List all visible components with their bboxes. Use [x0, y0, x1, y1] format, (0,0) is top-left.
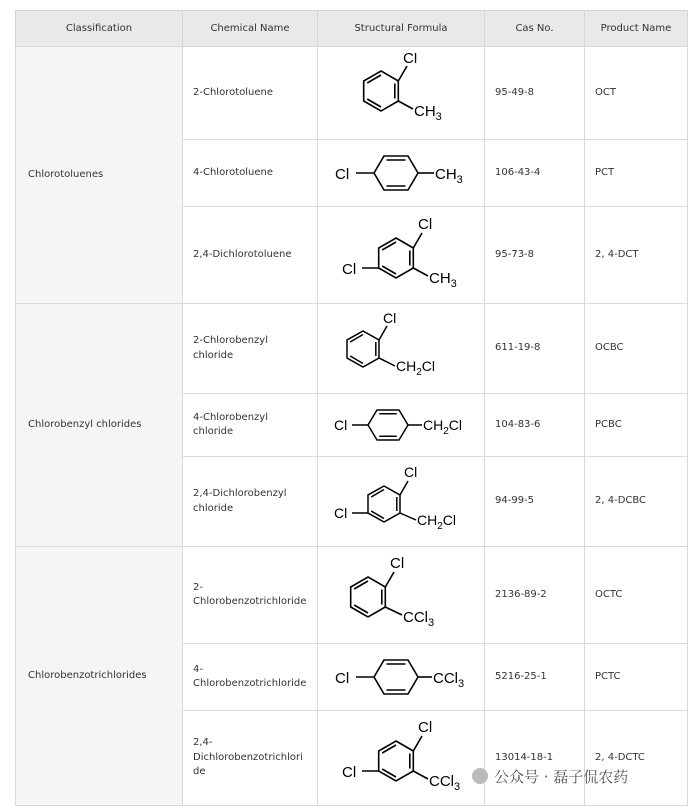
structure-cell [318, 304, 485, 394]
substituent-cl-para: Cl [342, 764, 357, 781]
substituent-cl: Cl [383, 309, 397, 326]
chemical-name-cell: 4- Chlorobenzotrichloride [183, 644, 318, 711]
header-row [16, 11, 688, 47]
chemical-name-cell: 4-Chlorobenzyl chloride [183, 394, 318, 457]
structure-cell [318, 711, 485, 806]
structure-cell [318, 547, 485, 644]
substituent-ccl3: CCl$_3$ [429, 773, 461, 793]
substituent-ch2cl: $CH_2Cl$ [423, 417, 463, 437]
substituent-ch3: $CH_3$ [429, 270, 457, 290]
2,4-dichlorobenzyl-chloride-structure [326, 462, 476, 542]
header-classification: Classification [16, 11, 183, 47]
cas-cell: 106-43-4 [485, 140, 585, 207]
cas-cell: 2136-89-2 [485, 547, 585, 644]
substituent-cl: Cl [335, 670, 350, 687]
cas-cell: 5216-25-1 [485, 644, 585, 711]
product-cell: 2, 4-DCTC [585, 711, 688, 806]
chemicals-table [15, 10, 688, 806]
structure-cell [318, 644, 485, 711]
structure-cell [318, 207, 485, 304]
substituent-ccl3: CCl$_3$ [403, 609, 435, 629]
product-cell: OCTC [585, 547, 688, 644]
table-row [16, 47, 688, 140]
product-cell: 2, 4-DCT [585, 207, 688, 304]
header-product-name: Product Name [585, 11, 688, 47]
substituent-cl-ortho: Cl [404, 463, 418, 480]
2-chlorobenzotrichloride-structure [336, 553, 466, 637]
structure-cell [318, 140, 485, 207]
2-chlorotoluene-structure [341, 53, 461, 133]
classification-cell: Chlorotoluenes [16, 47, 183, 304]
substituent-ch3: $CH_3$ [414, 103, 442, 123]
4-chlorotoluene-structure [326, 148, 476, 198]
classification-cell: Chlorobenzyl chlorides [16, 304, 183, 547]
substituent-ch3: $CH_3$ [435, 166, 463, 186]
2,4-dichlorotoluene-structure [326, 213, 476, 297]
product-cell: 2, 4-DCBC [585, 457, 688, 547]
cas-cell: 13014-18-1 [485, 711, 585, 806]
substituent-cl: Cl [335, 166, 350, 183]
cas-cell: 94-99-5 [485, 457, 585, 547]
product-cell: OCT [585, 47, 688, 140]
product-cell: PCT [585, 140, 688, 207]
header-cas-no: Cas No. [485, 11, 585, 47]
substituent-cl-ortho: Cl [418, 216, 433, 233]
cas-cell: 104-83-6 [485, 394, 585, 457]
cas-cell: 611-19-8 [485, 304, 585, 394]
substituent-cl: Cl [334, 417, 348, 433]
cas-cell: 95-49-8 [485, 47, 585, 140]
wechat-icon [472, 768, 488, 784]
header-chemical-name: Chemical Name [183, 11, 318, 47]
chemical-name-cell: 2,4- Dichlorobenzotrichlori de [183, 711, 318, 806]
substituent-ch2cl: $CH_2Cl$ [417, 511, 457, 532]
substituent-cl-ortho: Cl [418, 719, 433, 736]
2-chlorobenzyl-chloride-structure [341, 309, 461, 389]
header-structural-formula: Structural Formula [318, 11, 485, 47]
table-row [16, 304, 688, 394]
structure-cell [318, 457, 485, 547]
substituent-cl: Cl [403, 53, 418, 67]
substituent-ch2cl: $CH_2Cl$ [396, 357, 436, 378]
watermark [472, 762, 628, 790]
substituent-ccl3: CCl$_3$ [433, 670, 465, 690]
product-cell: PCBC [585, 394, 688, 457]
chemical-name-cell: 2,4-Dichlorobenzyl chloride [183, 457, 318, 547]
chemical-name-cell: 2,4-Dichlorotoluene [183, 207, 318, 304]
table-row [16, 547, 688, 644]
chemical-name-cell: 2-Chlorobenzyl chloride [183, 304, 318, 394]
product-cell: PCTC [585, 644, 688, 711]
chemical-name-cell: 4-Chlorotoluene [183, 140, 318, 207]
substituent-cl: Cl [390, 555, 405, 572]
chemical-name-cell: 2- Chlorobenzotrichloride [183, 547, 318, 644]
cas-cell: 95-73-8 [485, 207, 585, 304]
watermark-text: 公众号 · 磊子侃农药 [494, 767, 629, 786]
chemical-name-cell: 2-Chlorotoluene [183, 47, 318, 140]
structure-cell [318, 47, 485, 140]
classification-cell: Chlorobenzotrichlorides [16, 547, 183, 806]
4-chlorobenzotrichloride-structure [326, 652, 476, 702]
2,4-dichlorobenzotrichloride-structure [326, 716, 476, 800]
4-chlorobenzyl-chloride-structure [326, 402, 476, 448]
product-cell: OCBC [585, 304, 688, 394]
substituent-cl-para: Cl [334, 504, 348, 521]
structure-cell [318, 394, 485, 457]
substituent-cl-para: Cl [342, 261, 357, 278]
